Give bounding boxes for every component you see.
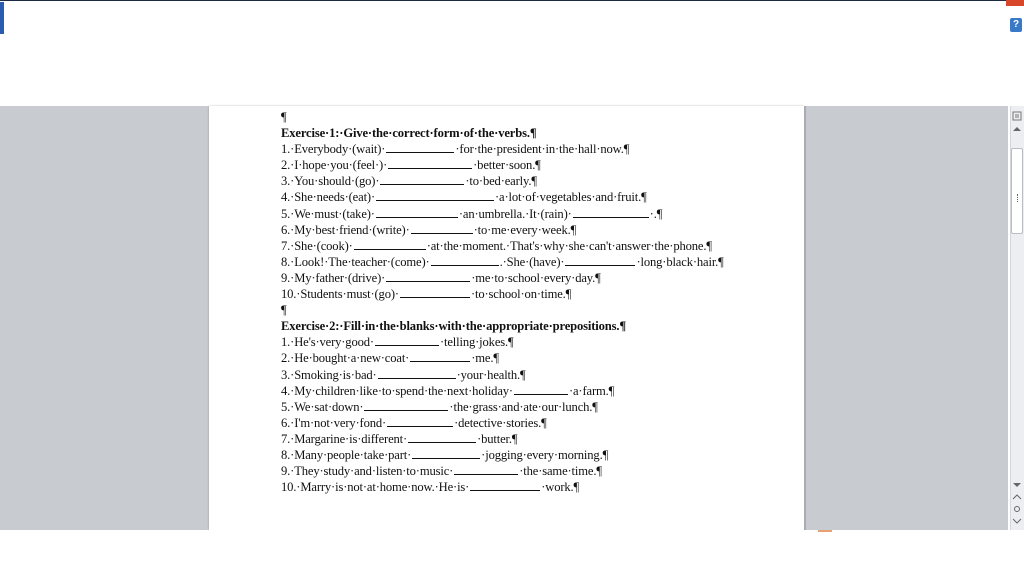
document-body[interactable] — [281, 109, 801, 495]
document-page[interactable] — [209, 106, 804, 530]
empty-paragraph: ¶ — [281, 110, 287, 124]
exercise-2-item: 10.·Marry·is·not·at·home·now.·He·is· ·work.¶ — [281, 480, 580, 495]
answer-blank[interactable] — [470, 479, 540, 491]
exercise-1-item: 6.·My·best·friend·(write)· ·to·me·every·week.¶ — [281, 222, 577, 237]
answer-blank[interactable] — [378, 367, 456, 379]
answer-blank[interactable] — [386, 141, 454, 153]
answer-blank[interactable] — [354, 238, 426, 250]
answer-blank[interactable] — [454, 463, 518, 475]
exercise-1-item: 1.·Everybody·(wait)· ·for·the·president·in·the·hall·now.¶ — [281, 142, 630, 157]
scrollbar-thumb[interactable] — [1011, 148, 1023, 234]
exercise-2-heading: Exercise·2:·Fill·in·the·blanks·with·the·appropriate·prepositions.¶ — [281, 319, 627, 334]
answer-blank[interactable] — [388, 157, 472, 169]
next-page-icon[interactable] — [1011, 516, 1023, 526]
vertical-ruler — [0, 106, 18, 530]
scroll-down-icon[interactable] — [1011, 480, 1023, 490]
empty-paragraph: ¶ — [281, 303, 287, 318]
answer-blank[interactable] — [408, 431, 476, 443]
answer-blank[interactable] — [431, 254, 499, 266]
scrollbar-grip-icon — [1017, 194, 1020, 202]
answer-blank[interactable] — [514, 383, 568, 395]
ribbon-area — [0, 1, 1024, 105]
status-bar-area — [0, 530, 1024, 576]
exercise-1-item: 7.·She·(cook)· ·at·the·moment.·That's·why·she·can't·answer·the·phone.¶ — [281, 238, 712, 253]
close-button-edge[interactable] — [1006, 0, 1024, 6]
exercise-2-item: 6.·I'm·not·very·fond· ·detective·stories.¶ — [281, 415, 547, 430]
exercise-1-item: 2.·I·hope·you·(feel·)· ·better·soon.¶ — [281, 158, 541, 173]
exercise-2-item: 7.·Margarine·is·different· ·butter.¶ — [281, 431, 518, 446]
exercise-1-heading: Exercise·1:·Give·the·correct·form·of·the·verbs.¶ — [281, 126, 537, 141]
answer-blank[interactable] — [410, 350, 470, 362]
answer-blank[interactable] — [380, 173, 464, 185]
scroll-up-icon[interactable] — [1011, 124, 1023, 134]
file-tab-edge[interactable] — [0, 2, 4, 34]
help-icon[interactable]: ? — [1010, 18, 1022, 32]
exercise-1-item: 5.·We·must·(take)· ·an·umbrella.·It·(rain)· ·.¶ — [281, 206, 663, 221]
answer-blank[interactable] — [573, 206, 649, 218]
exercise-1-item: 4.·She·needs·(eat)· ·a·lot·of·vegetables·and·fruit.¶ — [281, 190, 647, 205]
answer-blank[interactable] — [565, 254, 635, 266]
exercise-2-item: 8.·Many·people·take·part· ·jogging·every·morning.¶ — [281, 447, 609, 462]
exercise-2-item: 1.·He's·very·good· ·telling·jokes.¶ — [281, 335, 514, 350]
answer-blank[interactable] — [364, 399, 448, 411]
exercise-1-item: 10.·Students·must·(go)· ·to·school·on·time.¶ — [281, 287, 572, 302]
answer-blank[interactable] — [376, 206, 458, 218]
exercise-1-item: 3.·You·should·(go)· ·to·bed·early.¶ — [281, 174, 537, 189]
exercise-1-item: 9.·My·father·(drive)· ·me·to·school·every·day.¶ — [281, 270, 601, 285]
exercise-2-item: 9.·They·study·and·listen·to·music· ·the·same·time.¶ — [281, 464, 602, 479]
answer-blank[interactable] — [400, 286, 470, 298]
answer-blank[interactable] — [376, 189, 494, 201]
status-accent — [818, 530, 832, 532]
exercise-1-item: 8.·Look!·The·teacher·(come)· .·She·(have)· ·long·black·hair.¶ — [281, 254, 724, 269]
select-browse-object-icon[interactable] — [1011, 504, 1023, 514]
answer-blank[interactable] — [412, 447, 480, 459]
page-shadow — [804, 106, 806, 530]
exercise-2-item: 3.·Smoking·is·bad· ·your·health.¶ — [281, 367, 526, 382]
answer-blank[interactable] — [386, 270, 470, 282]
exercise-2-item: 4.·My·children·like·to·spend·the·next·holiday· ·a·farm.¶ — [281, 383, 615, 398]
answer-blank[interactable] — [411, 222, 473, 234]
exercise-2-item: 5.·We·sat·down· ·the·grass·and·ate·our·lunch.¶ — [281, 399, 598, 414]
answer-blank[interactable] — [375, 334, 439, 346]
previous-page-icon[interactable] — [1011, 492, 1023, 502]
exercise-2-item: 2.·He·bought·a·new·coat· ·me.¶ — [281, 351, 499, 366]
answer-blank[interactable] — [387, 415, 453, 427]
ruler-toggle-icon[interactable] — [1011, 110, 1023, 122]
